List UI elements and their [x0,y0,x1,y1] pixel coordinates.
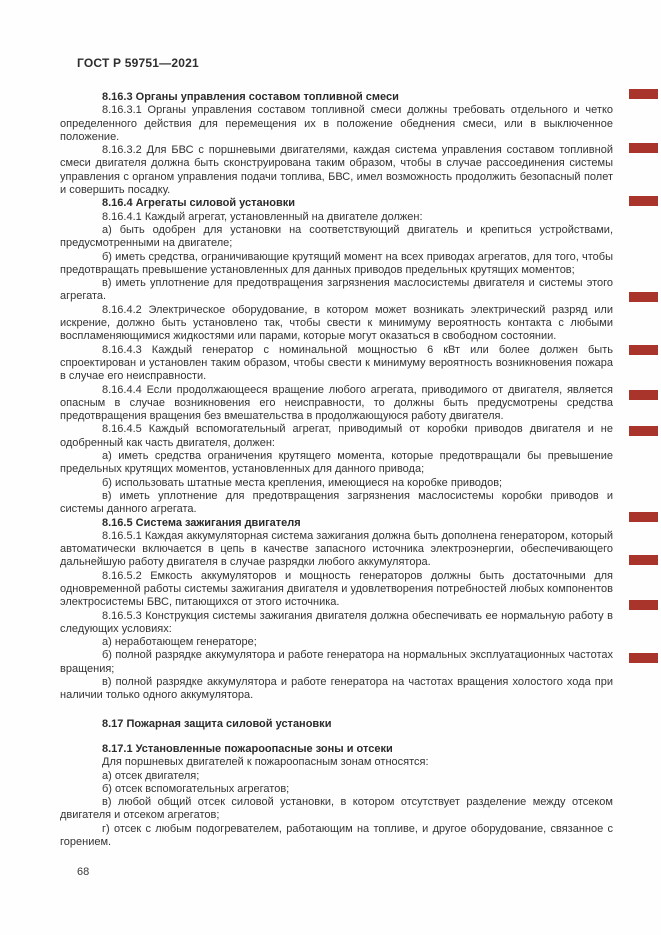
standard-code-header: ГОСТ Р 59751—2021 [77,56,199,70]
paragraph: 8.16.5.3 Конструкция системы зажигания двигателя должна обеспечивать ее нормальную работу в следующих условиях: [60,609,613,635]
paragraph: б) иметь средства, ограничивающие крутящий момент на всех приводах агрегатов, для того, чтобы предотвращать превышение установленных для данных приводов предельных крутящих моментов; [60,250,613,276]
margin-mark [629,390,658,400]
paragraph: б) отсек вспомогательных агрегатов; [102,782,290,795]
paragraph: в) иметь уплотнение для предотвращения загрязнения маслосистемы коробки приводов и системы данного агрегата. [60,489,613,516]
margin-mark [629,196,658,206]
margin-mark [629,292,658,302]
paragraph: 8.16.5.2 Емкость аккумуляторов и мощность генераторов должны быть достаточными для одновременной работы системы зажигания двигателя и удовлетворения потребностей любых компонентов электросистемы БВС, питающихся от этого источника. [60,569,613,609]
paragraph: Для поршневых двигателей к пожароопасным зонам относятся: [102,756,429,769]
paragraph: а) неработающем генераторе; [102,636,257,649]
paragraph: б) использовать штатные места крепления, имеющиеся на коробке приводов; [102,476,503,489]
margin-mark [629,143,658,153]
margin-mark [629,345,658,355]
paragraph: 8.16.3.2 Для БВС с поршневыми двигателями, каждая система управления составом топливной смеси двигателя должна быть сконструирована таким образом, чтобы в случае рассоединения системы управления с органом управления подачи топлива, БВС, имел возможность продолжить безопасный полет и совершить посадку. [60,144,613,197]
paragraph: 8.16.4.4 Если продолжающееся вращение любого агрегата, приводимого от двигателя, является опасным в случае возникновения его неисправности, то должны быть предусмотрены средства предотвращения вращения без вмешательства в продолжающуюся работу двигателя. [60,383,613,423]
margin-mark [629,89,658,99]
paragraph: 8.16.5.1 Каждая аккумуляторная система зажигания должна быть дополнена генератором, который автоматически включается в цепь в качестве запасного источника электроэнергии, обеспечивающего дальнейшую работу двигателя в случае разрядки любого аккумулятора. [60,529,613,569]
paragraph: а) иметь средства ограничения крутящего момента, которые предотвращали бы превышение предельных крутящих моментов, установленных для данного привода; [60,450,613,476]
paragraph: в) иметь уплотнение для предотвращения загрязнения маслосистемы двигателя и системы этого агрегата. [60,277,613,303]
section-heading: 8.16.5 Система зажигания двигателя [102,516,301,529]
section-heading: 8.17 Пожарная защита силовой установки [102,717,332,730]
page-number: 68 [77,866,90,878]
paragraph: 8.16.4.2 Электрическое оборудование, в котором может возникать электрический разряд или искрение, должно быть установлено так, чтобы свести к минимуму вероятность контакта с любыми воспламеняющимися жидкостями или парами, которые могут оказаться в свободном состоянии. [60,303,613,343]
paragraph: в) любой общий отсек силовой установки, в котором отсутствует разделение между отсеком двигателя и отсеком агрегатов; [60,796,613,822]
paragraph: а) отсек двигателя; [102,769,200,782]
section-heading: 8.16.3 Органы управления составом топливной смеси [102,91,399,103]
paragraph: а) быть одобрен для установки на соответствующий двигатель и крепиться устройствами, предусмотренными на двигателе; [60,223,613,250]
paragraph: в) полной разрядке аккумулятора и работе генератора на частотах вращения холостого хода при наличии только одного аккумулятора. [60,676,613,702]
paragraph: 8.16.4.5 Каждый вспомогательный агрегат, приводимый от коробки приводов двигателя и не одобренный как часть двигателя, должен: [60,423,613,449]
paragraph: 8.16.4.3 Каждый генератор с номинальной мощностью 6 кВт или более должен быть спроектирован и установлен таким образом, чтобы свести к минимуму вероятность возникновения пожара в случае его неисправности. [60,343,613,383]
margin-mark [629,600,658,610]
margin-mark [629,653,658,663]
paragraph: г) отсек с любым подогревателем, работающим на топливе, и другое оборудование, связанное с горением. [60,822,613,849]
margin-mark [629,555,658,565]
section-heading: 8.17.1 Установленные пожароопасные зоны и отсеки [102,742,393,755]
paragraph: 8.16.3.1 Органы управления составом топливной смеси должны требовать отдельного и четко определенного действия для перемещения их в положение обеднения смеси, или в выключенное положение. [60,104,613,143]
margin-mark [629,426,658,436]
section-heading: 8.16.4 Агрегаты силовой установки [102,197,295,210]
paragraph: 8.16.4.1 Каждый агрегат, установленный на двигателе должен: [102,210,423,223]
document-body [60,91,613,849]
margin-mark [629,512,658,522]
paragraph: б) полной разрядке аккумулятора и работе генератора на нормальных эксплуатационных частотах вращения; [60,649,613,675]
